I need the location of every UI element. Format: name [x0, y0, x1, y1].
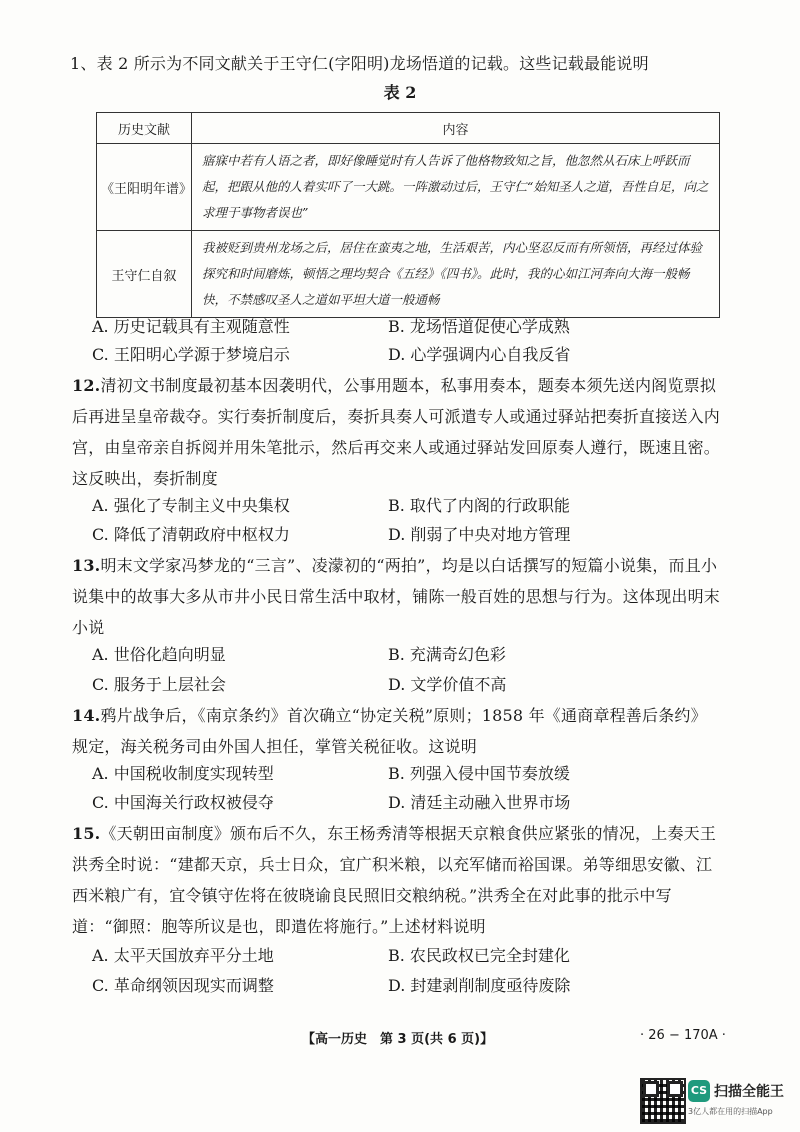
row1-content: 寤寐中若有人语之者，即好像睡觉时有人告诉了他格物致知之旨，他忽然从石床上呼跃而起，把跟从他的人着实吓了一大跳。一阵激动过后，王守仁“始知圣人之道，吾性自足，向之求理于事物者误也” — [192, 144, 720, 231]
q12-option-c[interactable]: C. 降低了清朝政府中枢权力 — [92, 525, 290, 544]
qr-code-icon — [640, 1078, 686, 1124]
header-content: 内容 — [192, 113, 720, 144]
camscanner-logo-icon: CS — [688, 1080, 710, 1102]
q12-option-a[interactable]: A. 强化了专制主义中央集权 — [92, 496, 290, 515]
q13-number: 13. — [72, 556, 101, 575]
q13-option-c[interactable]: C. 服务于上层社会 — [92, 675, 226, 694]
q15-option-d[interactable]: D. 封建剥削制度亟待废除 — [388, 976, 571, 995]
q11-option-a[interactable]: A. 历史记载具有主观随意性 — [92, 317, 290, 336]
watermark-app-name: 扫描全能王 — [714, 1084, 784, 1100]
q11-option-d[interactable]: D. 心学强调内心自我反省 — [388, 345, 571, 364]
q14-stem — [72, 700, 722, 762]
row2-source: 王守仁自叙 — [97, 231, 192, 318]
watermark-tagline: 3亿人都在用的扫描App — [688, 1107, 773, 1116]
q13-option-b[interactable]: B. 充满奇幻色彩 — [388, 645, 506, 664]
q12-number: 12. — [72, 376, 101, 395]
q12-option-d[interactable]: D. 削弱了中央对地方管理 — [388, 525, 571, 544]
q12-stem-text: 清初文书制度最初基本因袭明代，公事用题本，私事用奏本，题奏本须先送内阁览票拟后再进呈皇帝裁夺。实行奏折制度后，奏折具奏人可派遣专人或通过驿站把奏折直接送入内宫，由皇帝亲自拆阅并用朱笔批示，然后再交来人或通过驿站发回原奏人遵行，既速且密。这反映出，奏折制度 — [72, 376, 721, 488]
table-header-row — [97, 113, 720, 144]
q14-option-d[interactable]: D. 清廷主动融入世界市场 — [388, 793, 571, 812]
q12-option-b[interactable]: B. 取代了内阁的行政职能 — [388, 496, 570, 515]
q14-number: 14. — [72, 706, 101, 725]
q15-number: 15. — [72, 824, 101, 843]
table-2 — [96, 112, 720, 318]
q15-stem — [72, 818, 722, 942]
q14-option-a[interactable]: A. 中国税收制度实现转型 — [92, 764, 274, 783]
q13-stem — [72, 550, 722, 643]
table-row — [97, 231, 720, 318]
q13-option-a[interactable]: A. 世俗化趋向明显 — [92, 645, 226, 664]
q14-option-c[interactable]: C. 中国海关行政权被侵夺 — [92, 793, 274, 812]
table-row — [97, 144, 720, 231]
footer-page-info: 【高一历史 第 3 页(共 6 页)】 — [302, 1032, 494, 1047]
q15-option-b[interactable]: B. 农民政权已完全封建化 — [388, 946, 570, 965]
table-title: 表 2 — [383, 83, 417, 102]
header-source: 历史文献 — [97, 113, 192, 144]
q13-stem-text: 明末文学家冯梦龙的“三言”、凌濛初的“两拍”，均是以白话撰写的短篇小说集，而且小说集中的故事大多从市井小民日常生活中取材，铺陈一般百姓的思想与行为。这体现出明末小说 — [72, 556, 721, 637]
q15-option-c[interactable]: C. 革命纲领因现实而调整 — [92, 976, 274, 995]
q14-option-b[interactable]: B. 列强入侵中国节奏放缓 — [388, 764, 570, 783]
q15-option-a[interactable]: A. 太平天国放弃平分土地 — [92, 946, 274, 965]
footer-code: · 26 − 170A · — [640, 1028, 726, 1043]
q12-stem — [72, 370, 722, 494]
q11-stem — [70, 48, 720, 79]
q11-option-b[interactable]: B. 龙场悟道促使心学成熟 — [388, 317, 570, 336]
row1-source: 《王阳明年谱》 — [97, 144, 192, 231]
q13-option-d[interactable]: D. 文学价值不高 — [388, 675, 507, 694]
q15-stem-text: 《天朝田亩制度》颁布后不久，东王杨秀清等根据天京粮食供应紧张的情况，上奏天王洪秀全时说：“建都天京，兵士日众，宜广积米粮，以充军储而裕国课。弟等细思安徽、江西米粮广有，宜令镇守佐将在彼晓谕良民照旧交粮纳税。”洪秀全在对此事的批示中写道：“御照：胞等所议是也，即遣佐将施行。”上述材料说明 — [72, 824, 717, 936]
q11-stem-text: 1、表 2 所示为不同文献关于王守仁(字阳明)龙场悟道的记载。这些记载最能说明 — [70, 54, 649, 73]
row2-content: 我被贬到贵州龙场之后，居住在蛮夷之地，生活艰苦，内心坚忍反而有所领悟，再经过体验探究和时间磨炼，顿悟之理均契合《五经》《四书》。此时，我的心如江河奔向大海一般畅快，不禁感叹圣人之道如平坦大道一般通畅 — [192, 231, 720, 318]
q14-stem-text: 鸦片战争后，《南京条约》首次确立“协定关税”原则；1858 年《通商章程善后条约》规定，海关税务司由外国人担任，掌管关税征收。这说明 — [72, 706, 707, 756]
q11-option-c[interactable]: C. 王阳明心学源于梦境启示 — [92, 345, 290, 364]
